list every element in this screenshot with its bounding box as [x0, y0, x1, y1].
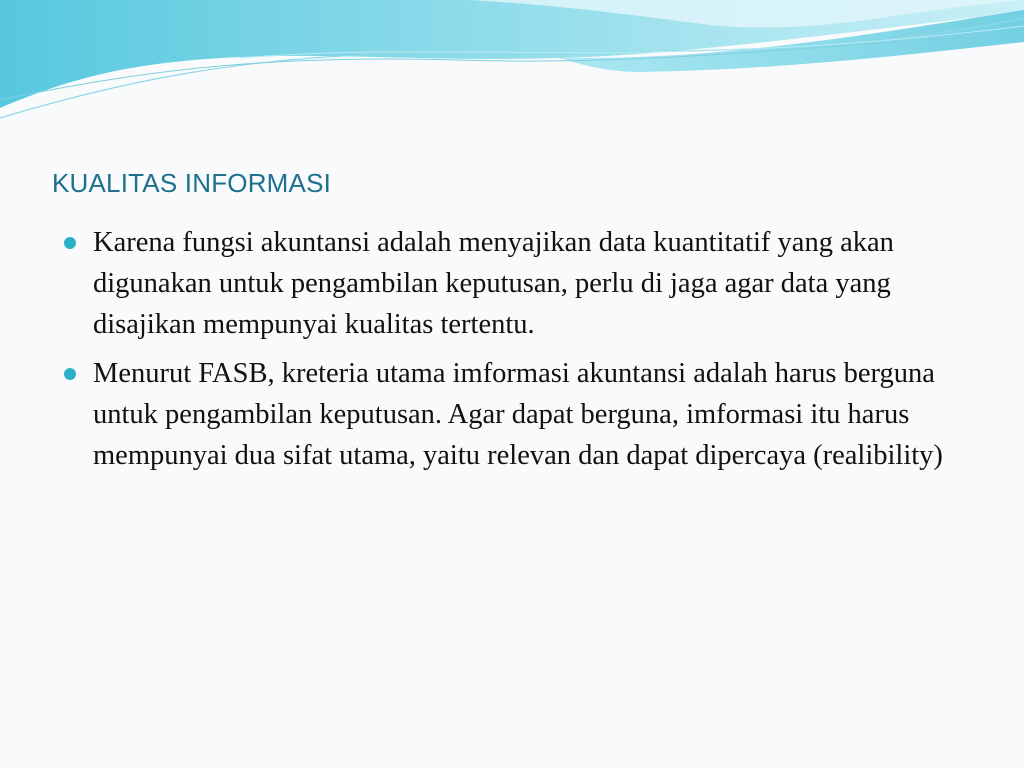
bullet-list — [62, 222, 982, 484]
bullet-text-2: Menurut FASB, kreteria utama imformasi akuntansi adalah harus berguna untuk pengambilan keputusan. Agar dapat berguna, imformasi itu harus mempunyai dua sifat utama, yaitu relevan dan dapat dipercaya (realibility) — [93, 358, 943, 471]
bullet-text-1: Karena fungsi akuntansi adalah menyajikan data kuantitatif yang akan digunakan untuk pengambilan keputusan, perlu di jaga agar data yang disajikan mempunyai kualitas tertentu. — [93, 227, 909, 340]
slide-title: KUALITAS INFORMASI — [52, 168, 332, 198]
decorative-wave-banner — [0, 0, 1024, 130]
bullet-item-2 — [62, 353, 982, 476]
bullet-item-1 — [62, 222, 982, 345]
bullet-dot-icon — [64, 368, 76, 380]
bullet-dot-icon — [64, 237, 76, 249]
